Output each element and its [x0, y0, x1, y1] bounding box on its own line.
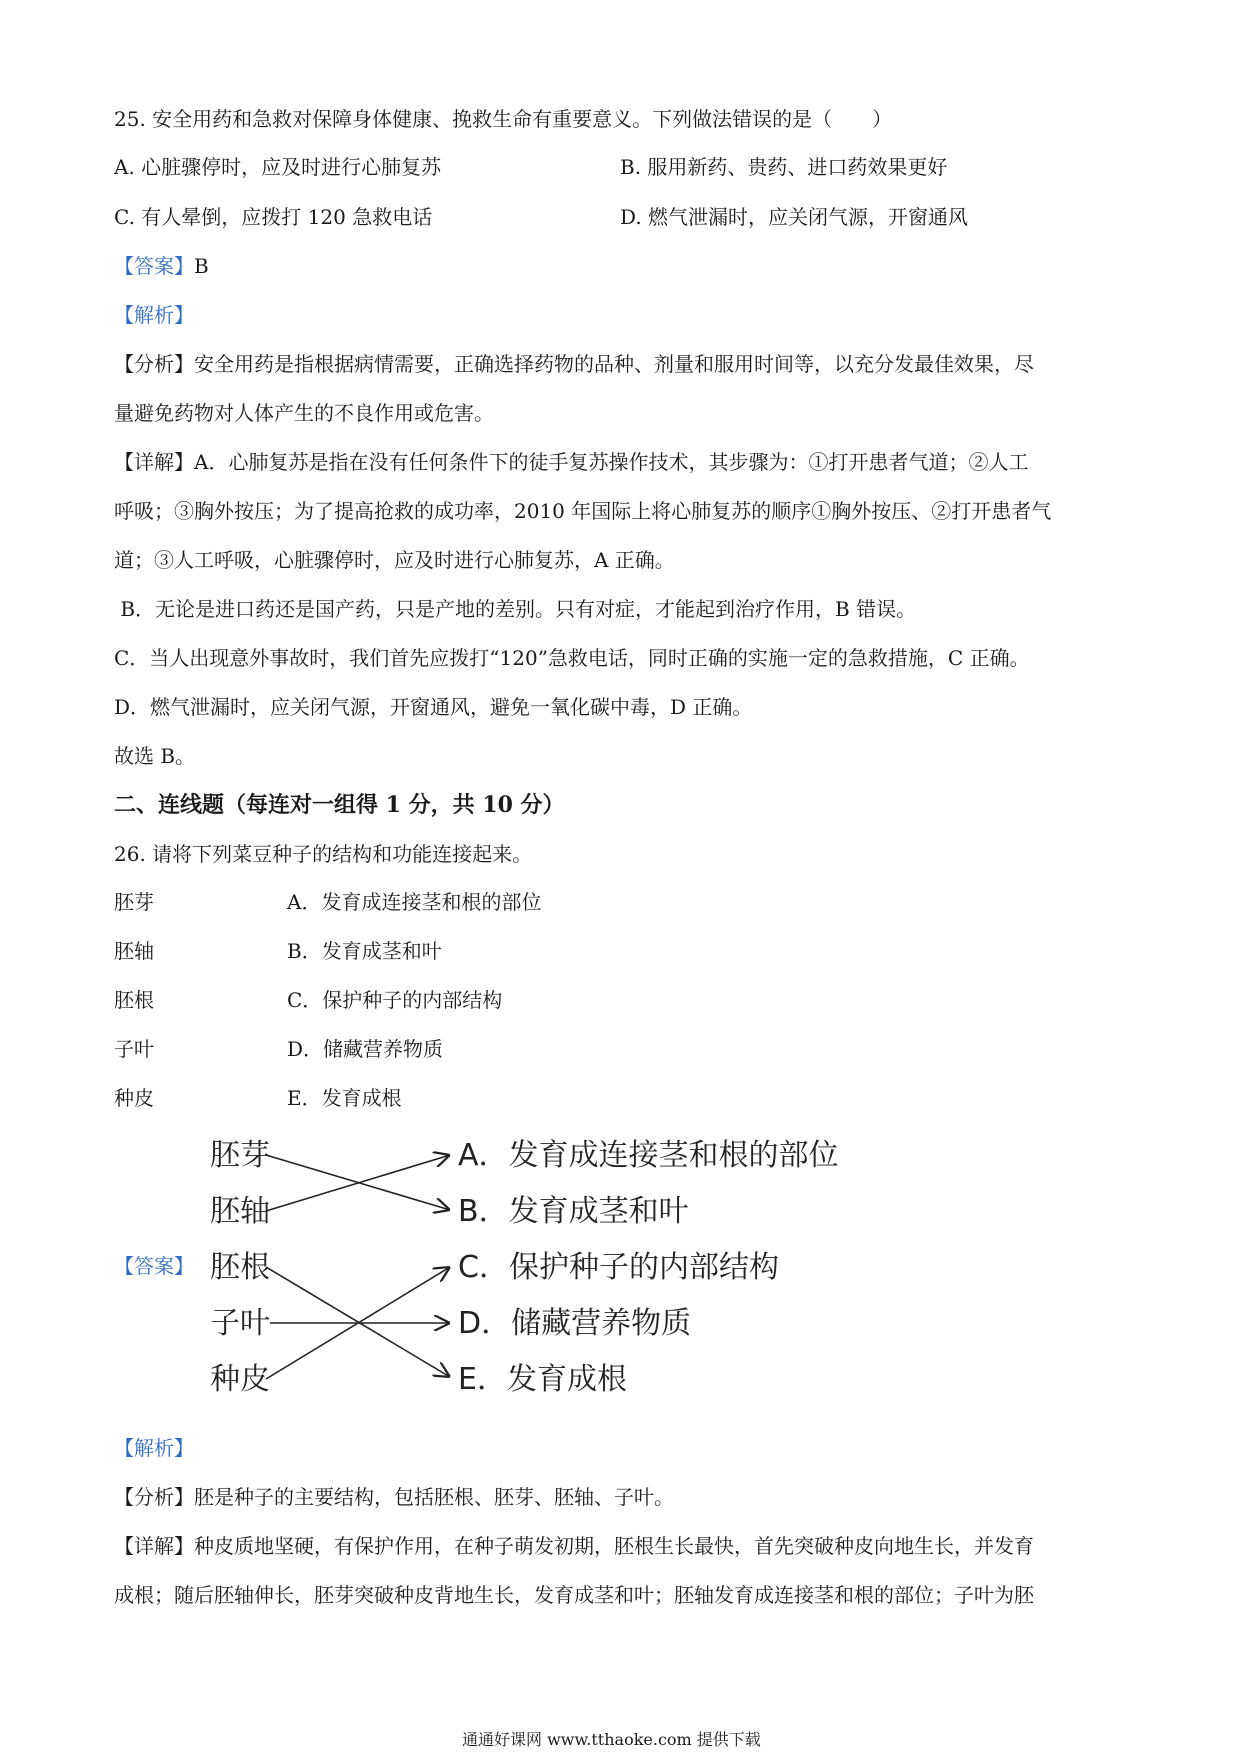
detail-line-2: 呼吸；③胸外按压；为了提高抢救的成功率，2010 年国际上将心肺复苏的顺序①胸外按压、②打开患者气	[114, 499, 1052, 523]
left-item-5: 种皮	[114, 1086, 154, 1110]
detail-line-5: C．当人出现意外事故时，我们首先应拨打“120”急救电话，同时正确的实施一定的急救措施，C 正确。	[114, 646, 1030, 670]
right-item-d: D．储藏营养物质	[287, 1037, 444, 1061]
diagram-right-b: B．发育成茎和叶	[458, 1194, 689, 1229]
option-b: B. 服用新药、贵药、进口药效果更好	[620, 155, 948, 179]
detail-text-1: A．心肺复苏是指在没有任何条件下的徒手复苏操作技术，其步骤为：①打开患者气道；②人工	[194, 450, 1029, 474]
analysis-tag-26: 【解析】	[114, 1436, 194, 1460]
right-item-b: B．发育成茎和叶	[287, 939, 442, 963]
left-item-4: 子叶	[114, 1037, 154, 1061]
fenxi-line-26	[114, 1483, 674, 1511]
footer-text: 通通好课网 www.tthaoke.com 提供下载	[462, 1730, 761, 1749]
answer-value: B	[194, 254, 209, 278]
fenxi-tag-26: 【分析】	[114, 1485, 194, 1509]
right-item-e: E．发育成根	[287, 1086, 402, 1110]
detail-line-7: 故选 B。	[114, 744, 196, 768]
diagram-left-2: 胚轴	[210, 1194, 270, 1229]
diagram-right-a: A．发育成连接茎和根的部位	[458, 1138, 839, 1173]
left-item-3: 胚根	[114, 988, 154, 1012]
diagram-right-d: D．储藏营养物质	[458, 1306, 692, 1341]
section-title: 二、连线题（每连对一组得 1 分，共 10 分）	[114, 792, 565, 818]
diagram-right-e: E．发育成根	[458, 1362, 627, 1397]
fenxi-text-1: 安全用药是指根据病情需要，正确选择药物的品种、剂量和服用时间等，以充分发最佳效果，尽	[194, 352, 1034, 376]
detail-tag-26: 【详解】	[114, 1534, 194, 1558]
right-item-c: C．保护种子的内部结构	[287, 988, 503, 1012]
detail-line-26-2: 成根；随后胚轴伸长，胚芽突破种皮背地生长，发育成茎和叶；胚轴发育成连接茎和根的部位；子叶为胚	[114, 1583, 1034, 1607]
fenxi-text-26: 胚是种子的主要结构，包括胚根、胚芽、胚轴、子叶。	[194, 1485, 674, 1509]
detail-tag: 【详解】	[114, 450, 194, 474]
analysis-tag: 【解析】	[114, 303, 194, 327]
left-item-1: 胚芽	[114, 890, 154, 914]
option-c: C. 有人晕倒，应拨打 120 急救电话	[114, 205, 433, 229]
fenxi-line-1	[114, 350, 1034, 378]
question-26-stem: 26. 请将下列菜豆种子的结构和功能连接起来。	[114, 842, 533, 866]
detail-line-26-1	[114, 1532, 1034, 1560]
detail-line-6: D．燃气泄漏时，应关闭气源，开窗通风，避免一氧化碳中毒，D 正确。	[114, 695, 753, 719]
detail-line-4: B．无论是进口药还是国产药，只是产地的差别。只有对症，才能起到治疗作用，B 错误。	[114, 597, 917, 621]
diagram-left-5: 种皮	[210, 1362, 270, 1397]
diagram-left-4: 子叶	[210, 1306, 270, 1341]
detail-line-3: 道；③人工呼吸，心脏骤停时，应及时进行心肺复苏，A 正确。	[114, 548, 675, 572]
answer-tag: 【答案】	[114, 254, 194, 278]
answer-tag-26: 【答案】	[114, 1254, 194, 1278]
left-item-2: 胚轴	[114, 939, 154, 963]
diagram-right-c: C．保护种子的内部结构	[458, 1250, 779, 1285]
fenxi-tag: 【分析】	[114, 352, 194, 376]
diagram-left-1: 胚芽	[210, 1138, 270, 1173]
option-a: A. 心脏骤停时，应及时进行心肺复苏	[114, 155, 442, 179]
fenxi-line-2: 量避免药物对人体产生的不良作用或危害。	[114, 401, 494, 425]
matching-answer-diagram	[200, 1125, 860, 1405]
diagram-left-3: 胚根	[210, 1250, 270, 1285]
option-d: D. 燃气泄漏时，应关闭气源，开窗通风	[620, 205, 969, 229]
detail-text-26-1: 种皮质地坚硬，有保护作用，在种子萌发初期，胚根生长最快，首先突破种皮向地生长，并发育	[194, 1534, 1034, 1558]
right-item-a: A．发育成连接茎和根的部位	[287, 890, 542, 914]
detail-line-1	[114, 448, 1028, 476]
answer-row-25	[114, 252, 209, 280]
question-25-stem: 25. 安全用药和急救对保障身体健康、挽救生命有重要意义。下列做法错误的是（ ）	[114, 107, 893, 131]
